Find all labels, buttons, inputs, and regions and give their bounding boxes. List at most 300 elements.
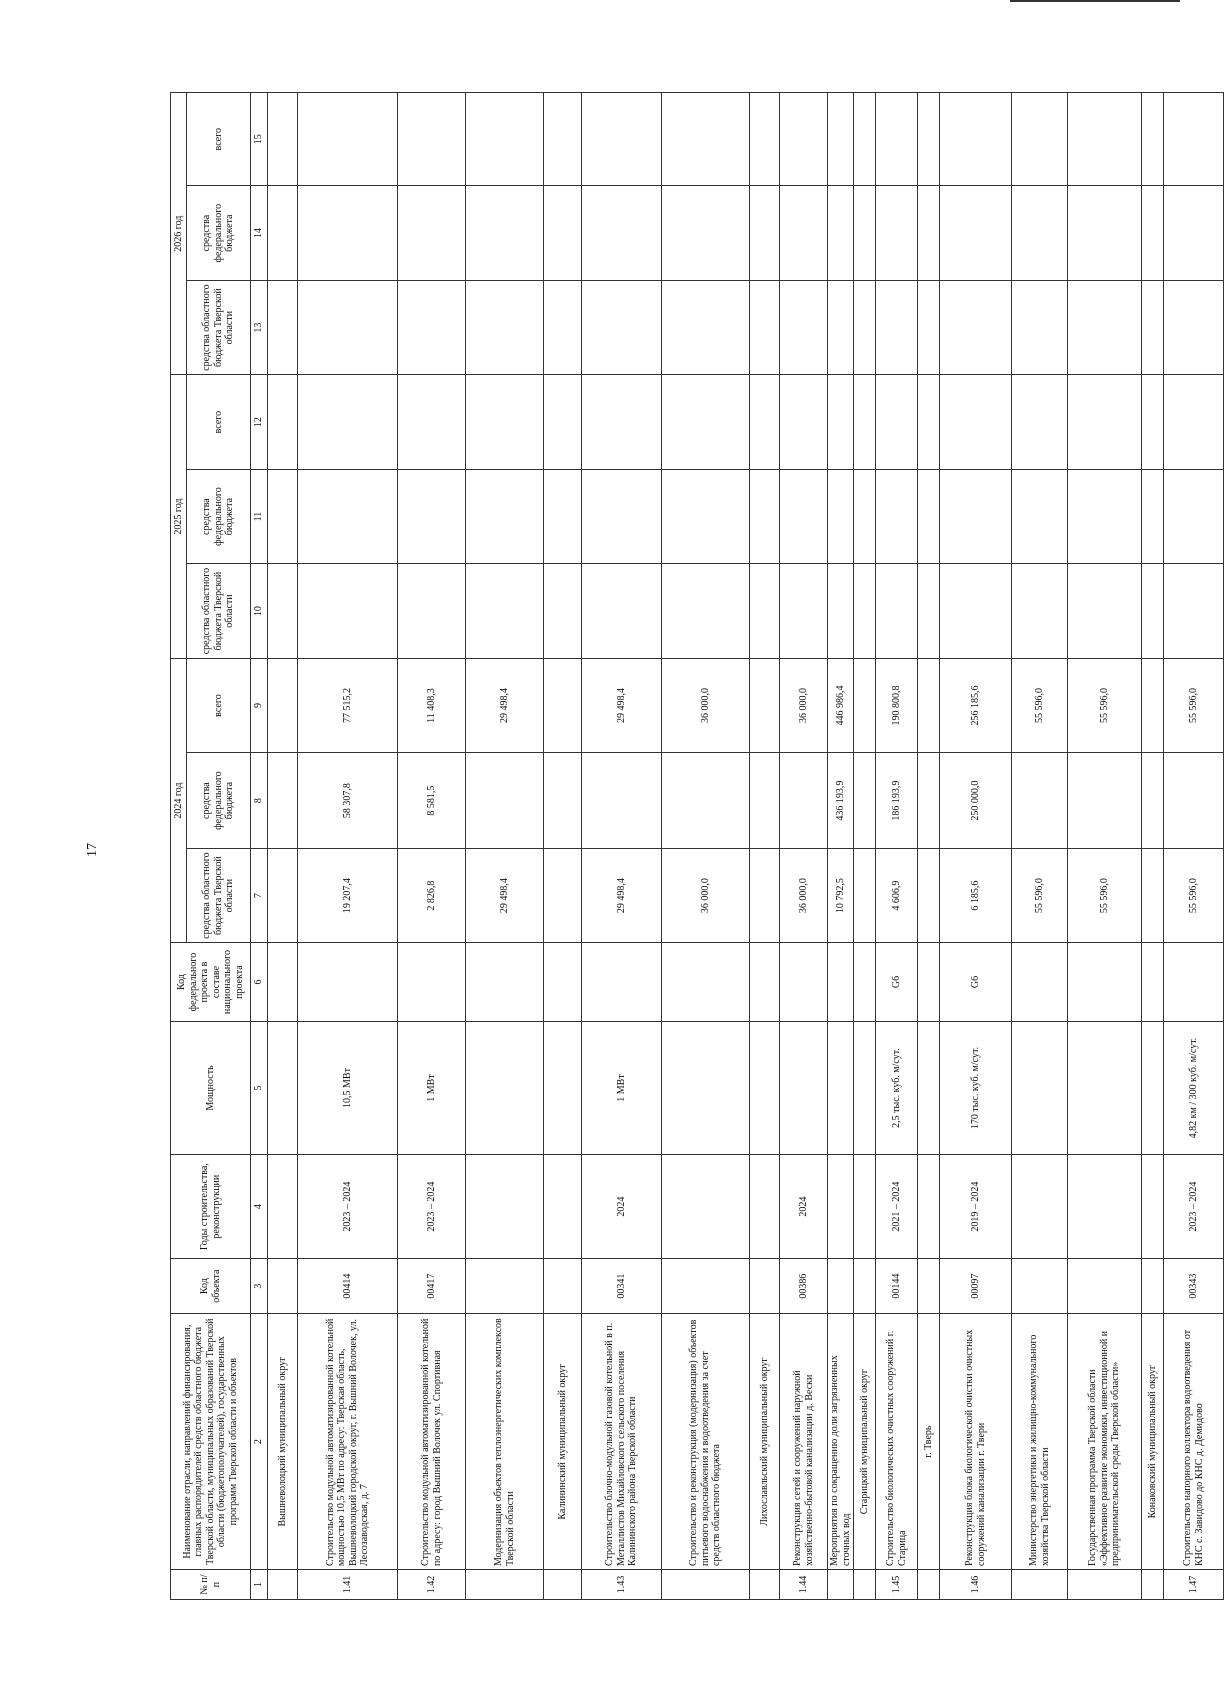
row-total-2024: 36 000,0 — [780, 658, 828, 753]
header-federal-2025: средства федерального бюджета — [187, 469, 251, 563]
empty-cell — [1142, 1021, 1164, 1155]
table-row — [662, 93, 750, 1600]
row-capacity: 10,5 МВт — [298, 1021, 398, 1155]
row-federal-2024 — [1012, 753, 1068, 849]
row-total-2024: 77 515,2 — [298, 658, 398, 753]
empty-cell — [854, 1570, 876, 1600]
empty-cell — [662, 186, 750, 280]
row-total-2024: 55 596,0 — [1164, 658, 1224, 753]
empty-cell — [1142, 1259, 1164, 1314]
empty-cell — [398, 564, 466, 658]
row-number: 1.43 — [582, 1570, 662, 1600]
empty-cell — [662, 280, 750, 374]
empty-cell — [268, 943, 298, 1021]
empty-cell — [268, 1259, 298, 1314]
empty-cell — [918, 1021, 940, 1155]
empty-cell — [1142, 753, 1164, 849]
empty-cell — [398, 280, 466, 374]
table-row — [780, 93, 828, 1600]
section-title: Вышневолоцкий муниципальный округ — [268, 1314, 298, 1570]
empty-cell — [1012, 186, 1068, 280]
empty-cell — [466, 280, 544, 374]
header-total-2024: всего — [187, 658, 251, 753]
row-name: Строительство модульной автоматизированной котельной мощностью 10,5 МВт по адресу: Тверская область, Вышневолоцкий городской округ, г. Вышний Волочек, ул. Лесозаводская, д. 7 — [298, 1314, 398, 1570]
row-capacity — [466, 1021, 544, 1155]
header-total-2025: всего — [187, 375, 251, 470]
row-project-code — [582, 943, 662, 1021]
empty-cell — [1164, 93, 1224, 186]
table-row — [940, 93, 1012, 1600]
empty-cell — [298, 469, 398, 563]
column-number-cell: 14 — [251, 186, 268, 280]
empty-cell — [918, 186, 940, 280]
empty-cell — [268, 93, 298, 186]
empty-cell — [544, 943, 582, 1021]
empty-cell — [662, 564, 750, 658]
header-object-code: Код объекта — [171, 1259, 251, 1314]
header-regional-2025: средства областного бюджета Тверской области — [187, 564, 251, 658]
row-number — [1068, 1570, 1142, 1600]
empty-cell — [876, 469, 918, 563]
empty-cell — [1142, 943, 1164, 1021]
table-row — [466, 93, 544, 1600]
row-object-code — [1068, 1259, 1142, 1314]
empty-cell — [918, 375, 940, 470]
empty-cell — [662, 93, 750, 186]
section-row — [750, 93, 780, 1600]
row-capacity — [1068, 1021, 1142, 1155]
empty-cell — [780, 186, 828, 280]
empty-cell — [854, 658, 876, 753]
row-federal-2024: 8 581,5 — [398, 753, 466, 849]
row-object-code: 00341 — [582, 1259, 662, 1314]
empty-cell — [918, 93, 940, 186]
empty-cell — [268, 186, 298, 280]
row-years: 2023 – 2024 — [1164, 1155, 1224, 1259]
empty-cell — [582, 93, 662, 186]
row-project-code — [662, 943, 750, 1021]
row-capacity — [780, 1021, 828, 1155]
row-years: 2024 — [582, 1155, 662, 1259]
column-number-row — [251, 93, 268, 1600]
empty-cell — [544, 186, 582, 280]
row-name: Мероприятия по сокращению доли загрязненных сточных вод — [828, 1314, 854, 1570]
empty-cell — [1142, 848, 1164, 942]
empty-cell — [544, 848, 582, 942]
empty-cell — [544, 375, 582, 470]
empty-cell — [1142, 93, 1164, 186]
empty-cell — [544, 1155, 582, 1259]
empty-cell — [1142, 564, 1164, 658]
row-object-code: 00417 — [398, 1259, 466, 1314]
section-row — [268, 93, 298, 1600]
row-years: 2021 – 2024 — [876, 1155, 918, 1259]
row-regional-2024: 29 498,4 — [582, 848, 662, 942]
empty-cell — [918, 469, 940, 563]
row-object-code — [1012, 1259, 1068, 1314]
row-capacity — [828, 1021, 854, 1155]
row-federal-2024 — [1068, 753, 1142, 849]
row-total-2024: 446 986,4 — [828, 658, 854, 753]
row-total-2024: 36 000,0 — [662, 658, 750, 753]
empty-cell — [940, 375, 1012, 470]
empty-cell — [1012, 375, 1068, 470]
empty-cell — [876, 564, 918, 658]
row-name: Модернизация объектов теплоэнергетических комплексов Тверской области — [466, 1314, 544, 1570]
row-name: Министерство энергетики и жилищно-коммунального хозяйства Тверской области — [1012, 1314, 1068, 1570]
empty-cell — [940, 186, 1012, 280]
table-row — [876, 93, 918, 1600]
row-years — [466, 1155, 544, 1259]
row-regional-2024: 55 596,0 — [1068, 848, 1142, 942]
header-no: № п/п — [171, 1570, 251, 1600]
row-object-code — [466, 1259, 544, 1314]
row-name: Строительство напорного коллектора водоотведения от КНС с. Завидово до КНС д. Демидово — [1164, 1314, 1224, 1570]
empty-cell — [940, 280, 1012, 374]
empty-cell — [854, 1259, 876, 1314]
row-capacity: 1 МВт — [582, 1021, 662, 1155]
column-number-cell: 2 — [251, 1314, 268, 1570]
empty-cell — [398, 186, 466, 280]
row-total-2024: 11 408,3 — [398, 658, 466, 753]
row-years — [1012, 1155, 1068, 1259]
empty-cell — [544, 93, 582, 186]
empty-cell — [268, 469, 298, 563]
header-year-2026: 2026 год — [171, 93, 187, 375]
empty-cell — [582, 469, 662, 563]
row-project-code: G6 — [940, 943, 1012, 1021]
row-number: 1.44 — [780, 1570, 828, 1600]
empty-cell — [918, 753, 940, 849]
empty-cell — [298, 375, 398, 470]
empty-cell — [544, 1570, 582, 1600]
empty-cell — [918, 280, 940, 374]
row-number: 1.47 — [1164, 1570, 1224, 1600]
row-total-2024: 190 800,8 — [876, 658, 918, 753]
row-project-code — [466, 943, 544, 1021]
header-total-2026: всего — [187, 93, 251, 186]
empty-cell — [466, 186, 544, 280]
row-capacity — [1012, 1021, 1068, 1155]
row-number: 1.41 — [298, 1570, 398, 1600]
row-name: Реконструкция сетей и сооружений наружной хозяйственно-бытовой канализации д. Вески — [780, 1314, 828, 1570]
empty-cell — [544, 280, 582, 374]
column-number-cell: 5 — [251, 1021, 268, 1155]
empty-cell — [268, 753, 298, 849]
empty-cell — [750, 848, 780, 942]
column-number-cell: 6 — [251, 943, 268, 1021]
row-number — [828, 1570, 854, 1600]
row-object-code: 00343 — [1164, 1259, 1224, 1314]
row-number: 1.45 — [876, 1570, 918, 1600]
empty-cell — [750, 375, 780, 470]
row-regional-2024: 19 207,4 — [298, 848, 398, 942]
empty-cell — [1164, 375, 1224, 470]
row-capacity: 4,82 км / 300 куб. м/сут. — [1164, 1021, 1224, 1155]
empty-cell — [544, 658, 582, 753]
empty-cell — [854, 375, 876, 470]
header-year-2024: 2024 год — [171, 658, 187, 943]
empty-cell — [854, 280, 876, 374]
empty-cell — [780, 280, 828, 374]
row-regional-2024: 55 596,0 — [1012, 848, 1068, 942]
section-title: г. Тверь — [918, 1314, 940, 1570]
section-row — [544, 93, 582, 1600]
row-total-2024: 55 596,0 — [1068, 658, 1142, 753]
empty-cell — [398, 93, 466, 186]
empty-cell — [298, 280, 398, 374]
empty-cell — [828, 564, 854, 658]
row-years — [1068, 1155, 1142, 1259]
header-regional-2024: средства областного бюджета Тверской области — [187, 848, 251, 942]
header-capacity: Мощность — [171, 1021, 251, 1155]
empty-cell — [1164, 469, 1224, 563]
empty-cell — [1068, 93, 1142, 186]
row-regional-2024: 10 792,5 — [828, 848, 854, 942]
row-project-code — [398, 943, 466, 1021]
empty-cell — [750, 1155, 780, 1259]
row-years: 2024 — [780, 1155, 828, 1259]
empty-cell — [854, 186, 876, 280]
row-object-code: 00414 — [298, 1259, 398, 1314]
empty-cell — [828, 375, 854, 470]
row-federal-2024 — [466, 753, 544, 849]
row-capacity: 1 МВт — [398, 1021, 466, 1155]
row-number — [466, 1570, 544, 1600]
table-row — [1164, 93, 1224, 1600]
empty-cell — [854, 469, 876, 563]
empty-cell — [750, 1021, 780, 1155]
empty-cell — [1142, 186, 1164, 280]
empty-cell — [876, 186, 918, 280]
page-number: 17 — [85, 843, 100, 857]
row-project-code — [1164, 943, 1224, 1021]
empty-cell — [544, 1021, 582, 1155]
column-number-cell: 4 — [251, 1155, 268, 1259]
empty-cell — [1012, 93, 1068, 186]
empty-cell — [268, 280, 298, 374]
empty-cell — [918, 848, 940, 942]
empty-cell — [1068, 186, 1142, 280]
empty-cell — [854, 1155, 876, 1259]
row-federal-2024: 186 193,9 — [876, 753, 918, 849]
row-project-code — [298, 943, 398, 1021]
empty-cell — [918, 1155, 940, 1259]
empty-cell — [918, 1570, 940, 1600]
empty-cell — [662, 375, 750, 470]
rotated-table-wrapper — [170, 92, 1205, 1600]
column-number-cell: 10 — [251, 564, 268, 658]
row-federal-2024 — [582, 753, 662, 849]
row-years: 2019 – 2024 — [940, 1155, 1012, 1259]
empty-cell — [582, 375, 662, 470]
row-name: Строительство и реконструкция (модернизация) объектов питьевого водоснабжения и водоотведения за счет средств областного бюджета — [662, 1314, 750, 1570]
empty-cell — [828, 93, 854, 186]
row-number: 1.42 — [398, 1570, 466, 1600]
row-project-code — [780, 943, 828, 1021]
empty-cell — [750, 93, 780, 186]
empty-cell — [298, 93, 398, 186]
row-federal-2024: 58 307,8 — [298, 753, 398, 849]
column-number-cell: 11 — [251, 469, 268, 563]
row-total-2024: 29 498,4 — [582, 658, 662, 753]
table-row — [398, 93, 466, 1600]
empty-cell — [918, 943, 940, 1021]
column-number-cell: 9 — [251, 658, 268, 753]
table-row — [298, 93, 398, 1600]
scan-edge-line — [1010, 0, 1180, 2]
row-object-code — [662, 1259, 750, 1314]
empty-cell — [268, 1021, 298, 1155]
empty-cell — [750, 280, 780, 374]
empty-cell — [268, 658, 298, 753]
empty-cell — [1012, 469, 1068, 563]
row-regional-2024: 6 185,6 — [940, 848, 1012, 942]
empty-cell — [750, 564, 780, 658]
empty-cell — [1164, 280, 1224, 374]
row-capacity: 170 тыс. куб. м/сут. — [940, 1021, 1012, 1155]
column-number-cell: 15 — [251, 93, 268, 186]
budget-table — [170, 92, 1224, 1600]
row-regional-2024: 36 000,0 — [662, 848, 750, 942]
row-regional-2024: 4 606,9 — [876, 848, 918, 942]
empty-cell — [750, 1259, 780, 1314]
empty-cell — [466, 375, 544, 470]
header-regional-2026: средства областного бюджета Тверской области — [187, 280, 251, 374]
empty-cell — [854, 564, 876, 658]
empty-cell — [940, 469, 1012, 563]
row-project-code: G6 — [876, 943, 918, 1021]
empty-cell — [582, 564, 662, 658]
empty-cell — [828, 280, 854, 374]
row-regional-2024: 36 000,0 — [780, 848, 828, 942]
empty-cell — [1012, 564, 1068, 658]
row-federal-2024: 436 193,9 — [828, 753, 854, 849]
empty-cell — [918, 658, 940, 753]
row-name: Строительство модульной автоматизированной котельной по адресу: город Вышний Волочек ул. Спортивная — [398, 1314, 466, 1570]
empty-cell — [544, 1259, 582, 1314]
row-total-2024: 256 185,6 — [940, 658, 1012, 753]
table-body — [268, 93, 1224, 1600]
row-federal-2024 — [780, 753, 828, 849]
empty-cell — [780, 93, 828, 186]
row-name: Строительство блочно-модульной газовой котельной в п. Металлистов Михайловского сельского поселения Калининского района Тверской области — [582, 1314, 662, 1570]
empty-cell — [750, 753, 780, 849]
header-year-2025: 2025 год — [171, 375, 187, 658]
empty-cell — [1142, 280, 1164, 374]
row-name: Государственная программа Тверской области «Эффективное развитие экономики, инвестиционной и предпринимательской среды Тверской области» — [1068, 1314, 1142, 1570]
row-project-code — [1012, 943, 1068, 1021]
empty-cell — [398, 469, 466, 563]
empty-cell — [780, 469, 828, 563]
row-regional-2024: 55 596,0 — [1164, 848, 1224, 942]
empty-cell — [750, 1570, 780, 1600]
column-number-cell: 8 — [251, 753, 268, 849]
row-number — [662, 1570, 750, 1600]
empty-cell — [1068, 564, 1142, 658]
row-federal-2024 — [662, 753, 750, 849]
row-years: 2023 – 2024 — [398, 1155, 466, 1259]
column-number-cell: 7 — [251, 848, 268, 942]
empty-cell — [662, 469, 750, 563]
empty-cell — [268, 1570, 298, 1600]
row-object-code: 00144 — [876, 1259, 918, 1314]
section-row — [854, 93, 876, 1600]
empty-cell — [268, 375, 298, 470]
row-number: 1.46 — [940, 1570, 1012, 1600]
empty-cell — [918, 564, 940, 658]
empty-cell — [466, 469, 544, 563]
row-regional-2024: 29 498,4 — [466, 848, 544, 942]
section-row — [918, 93, 940, 1600]
empty-cell — [876, 93, 918, 186]
empty-cell — [1068, 375, 1142, 470]
empty-cell — [1012, 280, 1068, 374]
empty-cell — [750, 943, 780, 1021]
column-number-cell: 13 — [251, 280, 268, 374]
empty-cell — [544, 469, 582, 563]
empty-cell — [268, 564, 298, 658]
section-title: Лихославльский муниципальный округ — [750, 1314, 780, 1570]
row-capacity — [662, 1021, 750, 1155]
empty-cell — [750, 469, 780, 563]
header-years: Годы строительства, реконструкции — [171, 1155, 251, 1259]
row-object-code: 00386 — [780, 1259, 828, 1314]
row-total-2024: 55 596,0 — [1012, 658, 1068, 753]
row-years — [828, 1155, 854, 1259]
empty-cell — [1142, 1570, 1164, 1600]
row-years — [662, 1155, 750, 1259]
section-title: Старицкий муниципальный округ — [854, 1314, 876, 1570]
empty-cell — [854, 753, 876, 849]
empty-cell — [1164, 564, 1224, 658]
row-object-code: 00097 — [940, 1259, 1012, 1314]
column-number-cell: 12 — [251, 375, 268, 470]
empty-cell — [854, 93, 876, 186]
header-name: Наименование отрасли, направлений финансирования, главных распорядителей средств областного бюджета Тверской области, муниципальных образований Тверской области (бюджетополучателей), государственных программ Тверской области и объектов — [171, 1314, 251, 1570]
empty-cell — [750, 658, 780, 753]
row-object-code — [828, 1259, 854, 1314]
row-project-code — [1068, 943, 1142, 1021]
empty-cell — [298, 564, 398, 658]
header-federal-2024: средства федерального бюджета — [187, 753, 251, 849]
row-years: 2023 – 2024 — [298, 1155, 398, 1259]
empty-cell — [398, 375, 466, 470]
table-row — [1012, 93, 1068, 1600]
empty-cell — [1142, 1155, 1164, 1259]
row-number — [1012, 1570, 1068, 1600]
empty-cell — [268, 1155, 298, 1259]
empty-cell — [854, 1021, 876, 1155]
empty-cell — [1142, 658, 1164, 753]
empty-cell — [1142, 375, 1164, 470]
empty-cell — [940, 564, 1012, 658]
empty-cell — [876, 375, 918, 470]
section-title: Конаковский муниципальный округ — [1142, 1314, 1164, 1570]
table-row — [1068, 93, 1142, 1600]
empty-cell — [1142, 469, 1164, 563]
row-federal-2024 — [1164, 753, 1224, 849]
empty-cell — [780, 564, 828, 658]
empty-cell — [854, 943, 876, 1021]
empty-cell — [544, 753, 582, 849]
empty-cell — [780, 375, 828, 470]
section-title: Калининский муниципальный округ — [544, 1314, 582, 1570]
row-federal-2024: 250 000,0 — [940, 753, 1012, 849]
header-project-code: Код федерального проекта в составе национального проекта — [171, 943, 251, 1021]
empty-cell — [750, 186, 780, 280]
empty-cell — [1068, 280, 1142, 374]
